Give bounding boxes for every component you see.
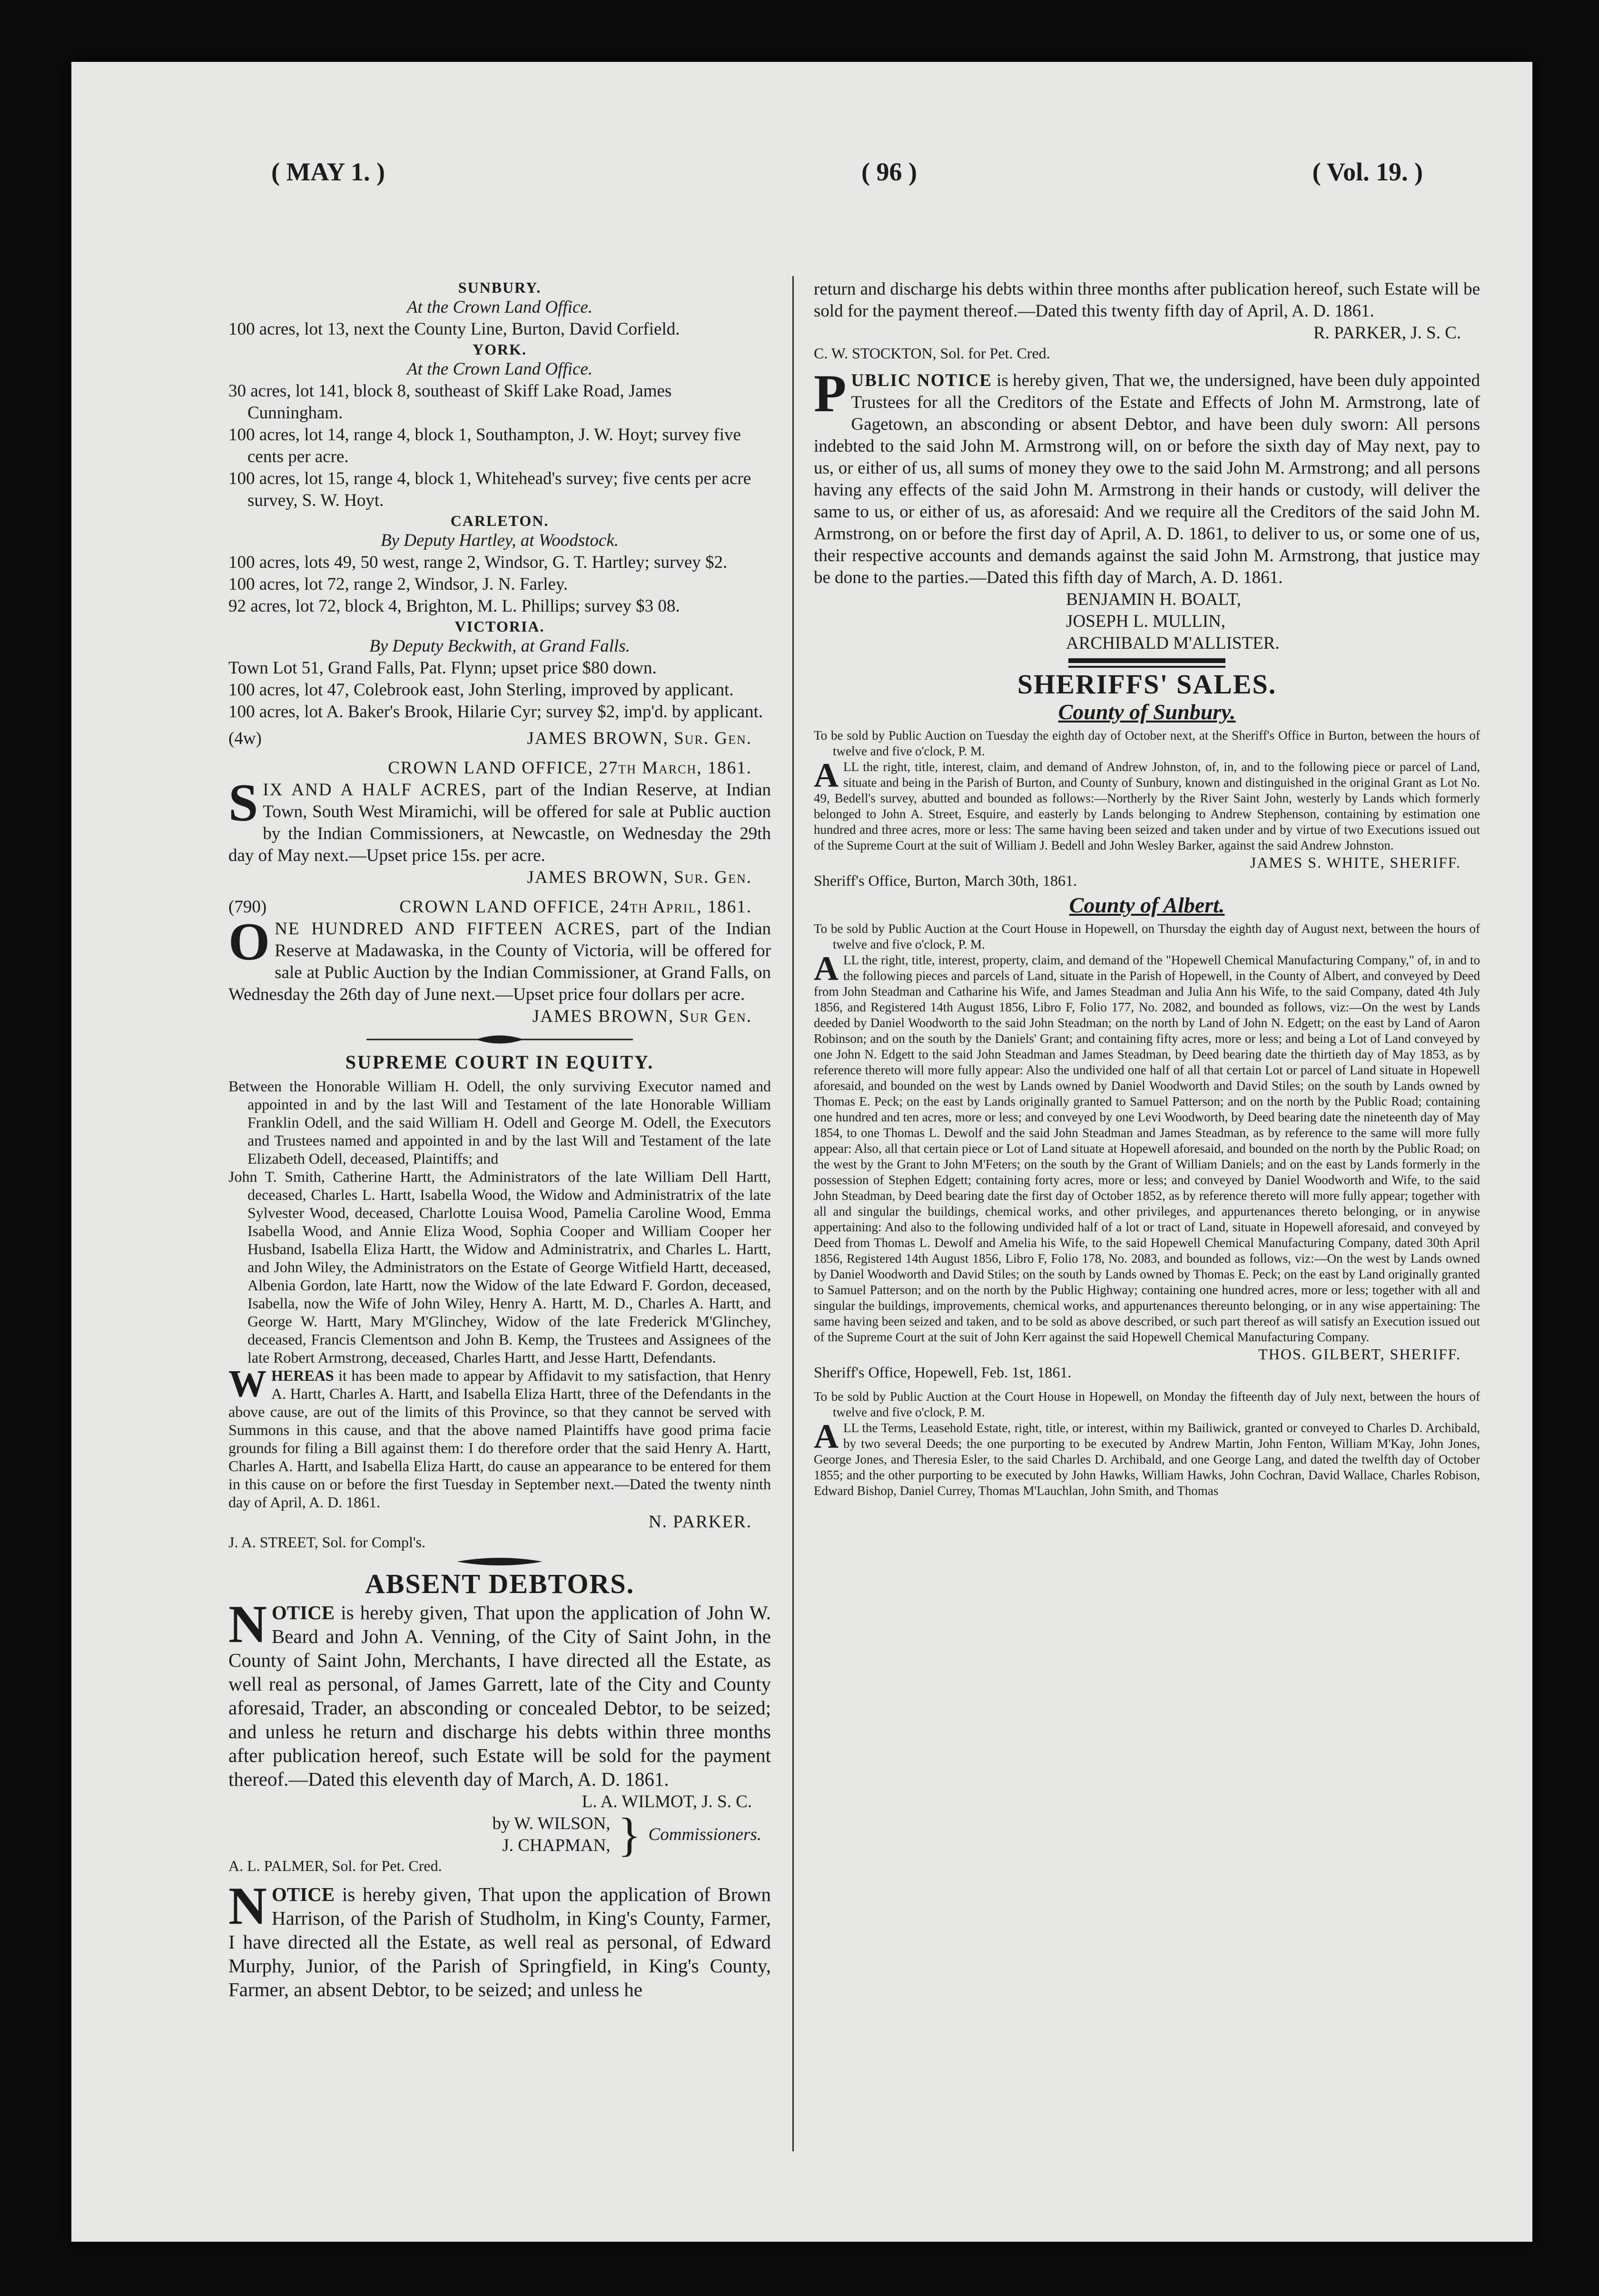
sheriff-signature: THOS. GILBERT, SHERIFF. [1258, 1346, 1461, 1363]
notice-continuation: return and discharge his debts within three months after publication hereof, such Estate will be sold for the payment thereof.—Dated this twenty fifth day of April, A. D. 1861. [814, 279, 1480, 321]
county-heading-albert: County of Albert. [1069, 893, 1225, 917]
commissioners-block [228, 1808, 771, 1861]
county-heading-sunbury: SUNBURY. [458, 279, 542, 296]
commissioner-name: by W. WILSON, [492, 1814, 611, 1833]
sheriff-signature: JAMES S. WHITE, SHERIFF. [1250, 854, 1461, 871]
sale-intro: To be sold by Public Auction on Tuesday the eighth day of October next, at the Sheriff's Office in Burton, between the hours of twelve and five o'clock, P. M. [814, 728, 1480, 758]
trustee-name: JOSEPH L. MULLIN, [1066, 612, 1226, 631]
right-column [814, 278, 1480, 1499]
dateline-row [228, 896, 771, 918]
county-heading-york: YORK. [473, 341, 527, 358]
county-heading-carleton: CARLETON. [450, 512, 549, 529]
lot-line: 100 acres, lots 49, 50 west, range 2, Windsor, G. T. Hartley; survey $2. [228, 553, 728, 572]
lot-line: 30 acres, lot 141, block 8, southeast of Skiff Lake Road, James Cunningham. [228, 381, 672, 423]
signature: JAMES BROWN, Sur Gen. [532, 1007, 752, 1026]
insertion-mark: (790) [228, 897, 267, 917]
header-volume: ( Vol. 19. ) [1312, 158, 1423, 186]
solicitor-line: A. L. PALMER, Sol. for Pet. Cred. [228, 1857, 442, 1874]
notice-paragraph: ONE HUNDRED AND FIFTEEN ACRES, part of the Indian Reserve at Madawaska, in the County of Victoria, will be offered for sale at Public Auction by the Indian Commissioner, at Grand Falls, on Wednesday the 26th day of June next.—Upset price four dollars per acre. [228, 912, 771, 1004]
parties-defendants: John T. Smith, Catherine Hartt, the Administrators of the late William Dell Hartt, deceased, Charles L. Hartt, Isabella Wood, the Widow and Administratrix of the late Sylvester Wood, deceased, Charlotte Louisa Wood, Pamelia Caroline Wood, Emma Isabella Wood, and Annie Eliza Wood, Sophia Cooper and William Cooper her Husband, Isabella Eliza Hartt, the Widow and Administratrix, and Charles L. Hartt, and John Wiley, the Administrators on the Estate of George Witfield Hartt, deceased, Albenia Gordon, late Hartt, now the Widow of the late Edward F. Gordon, deceased, Isabella, now the Wife of John Wiley, Henry A. Hartt, M. D., Charles A. Hartt, and George W. Hartt, Mary M'Glinchey, Widow of the late Frederick M'Glinchey, deceased, Francis Clementson and John B. Kemp, the Trustees and Assignees of the late Robert Armstrong, deceased, Charles Hartt, and Jesse Hartt, Defendants. [228, 1168, 771, 1366]
sale-paragraph: ALL the right, title, interest, claim, and demand of Andrew Johnston, of, in, and to the following piece or parcel of Land, situate and being in the Parish of Burton, and County of Sunbury, known and distinguished in the original Grant as Lot No. 49, Bedell's survey, abutted and bounded as follows:—Northerly by the River Saint John, westerly by Lands which formerly belonged to John A. Street, Esquire, and easterly by Lands belonging to Andrew Stephenson, containing by estimation one hundred and three acres, more or less: The same having been seized and taken under and by virtue of two Executions issued out of the Supreme Court at the suit of William J. Bedell and John Wesley Barker, against the said Andrew Johnston. [814, 756, 1480, 852]
header-page-number: ( 96 ) [861, 158, 917, 186]
column-divider [792, 276, 794, 2151]
lot-line: Town Lot 51, Grand Falls, Pat. Flynn; upset price $80 down. [228, 658, 657, 678]
insertion-mark: (4w) [228, 729, 262, 748]
lot-line: 100 acres, lot 47, Colebrook east, John Sterling, improved by applicant. [228, 680, 734, 700]
ornament [457, 1556, 543, 1567]
drop-cap: S [228, 773, 258, 832]
drop-cap: A [814, 1417, 839, 1455]
solicitor-line: C. W. STOCKTON, Sol. for Pet. Cred. [814, 345, 1050, 362]
section-rule [1068, 666, 1225, 668]
lot-line: 100 acres, lot 15, range 4, block 1, Whitehead's survey; five cents per acre survey, S. W. Hoyt. [228, 469, 751, 510]
office-york: At the Crown Land Office. [406, 359, 593, 379]
sheriff-office-line: Sheriff's Office, Hopewell, Feb. 1st, 1861. [814, 1364, 1072, 1381]
sale-paragraph: ALL the Terms, Leasehold Estate, right, title, or interest, within my Bailiwick, granted or conveyed to Charles D. Archibald, by two several Deeds; the one purporting to be executed by Andrew Martin, John Fenton, William M'Kay, John Jones, George Jones, and Theresia Esler, to the said Charles D. Archibald, and one George Lang, and dated the twelfth day of October 1855; and the other purporting to be executed by John Hawks, William Hawks, John Cochran, David Wallace, Charles Robison, Edward Bishop, Daniel Currey, Thomas M'Lauchlan, John Smith, and Thomas [814, 1417, 1480, 1498]
lot-line: 92 acres, lot 72, block 4, Brighton, M. L. Phillips; survey $3 08. [228, 596, 680, 616]
lot-line: 100 acres, lot 72, range 2, Windsor, J. N. Farley. [228, 574, 568, 594]
office-carleton: By Deputy Hartley, at Woodstock. [380, 531, 619, 550]
signature-row [228, 728, 771, 750]
drop-cap: A [814, 950, 839, 988]
sheriff-office-line: Sheriff's Office, Burton, March 30th, 1861. [814, 872, 1077, 889]
newspaper-page [71, 62, 1532, 2242]
office-victoria: By Deputy Beckwith, at Grand Falls. [369, 636, 630, 656]
notice-paragraph: NOTICE is hereby given, That upon the application of John W. Beard and John A. Venning, of the City of Saint John, in the County of Saint John, Merchants, I have directed all the Estate, as well real as personal, of James Garrett, late of the City and County aforesaid, Trader, an absconding or concealed Debtor, to be seized; and unless he return and discharge his debts within three months after publication hereof, such Estate will be sold for the payment thereof.—Dated this eleventh day of March, A. D. 1861. [228, 1595, 771, 1790]
parties-plaintiffs: Between the Honorable William H. Odell, the only surviving Executor named and appointed in and by the last Will and Testament of the late Honorable William Franklin Odell, and the said William H. Odell and George M. Odell, the Executors and Trustees named and appointed in and by the last Will and Testament of the late Elizabeth Odell, deceased, Plaintiffs; and [228, 1078, 771, 1167]
notice-paragraph: NOTICE is hereby given, That upon the application of Brown Harrison, of the Parish of Studholm, in King's County, Farmer, I have directed all the Estate, as well real as personal, of Edward Murphy, Junior, of the Parish of Springfield, in King's County, Farmer, an absent Debtor, to be seized; and unless he [228, 1877, 771, 2000]
signature: JAMES BROWN, Sur. Gen. [527, 868, 752, 887]
ornament-rule [366, 1032, 633, 1047]
notice-paragraph: SIX AND A HALF ACRES, part of the Indian Reserve, at Indian Town, South West Miramichi, will be offered for sale at Public auction by the Indian Commissioners, at Newcastle, on Wednesday the 29th day of May next.—Upset price 15s. per acre. [228, 773, 771, 865]
dateline: CROWN LAND OFFICE, 24th April, 1861. [399, 897, 752, 917]
county-heading-sunbury: County of Sunbury. [1058, 700, 1236, 724]
lot-line: 100 acres, lot 13, next the County Line, Burton, David Corfield. [228, 319, 680, 339]
judge-signature: L. A. WILMOT, J. S. C. [582, 1792, 752, 1811]
drop-cap: A [814, 756, 839, 794]
solicitor-line: J. A. STREET, Sol. for Compl's. [228, 1534, 426, 1551]
dateline: CROWN LAND OFFICE, 27th March, 1861. [388, 758, 752, 778]
county-heading-victoria: VICTORIA. [454, 618, 545, 635]
signature: JAMES BROWN, Sur. Gen. [527, 729, 752, 748]
section-title-sheriffs-sales: SHERIFFS' SALES. [1017, 669, 1277, 700]
left-column [228, 278, 771, 2001]
drop-cap: W [228, 1363, 266, 1405]
brace-glyph: } [618, 1808, 641, 1861]
notice-paragraph: PUBLIC NOTICE is hereby given, That we, the undersigned, have been duly appointed Trustees for all the Creditors of the Estate and Effects of John M. Armstrong, late of Gagetown, an absconding or absent Debtor, and have been duly sworn: All persons indebted to the said John M. Armstrong will, on or before the sixth day of May next, pay to us, or either of us, all sums of money they owe to the said John M. Armstrong; and all persons having any effects of the said John M. Armstrong in their hands or custody, will deliver the same to us, or either of us, as aforesaid: And we require all the Creditors of the said John M. Armstrong, on or before the first day of April, A. D. 1861, to deliver to us, or some one of us, their respective accounts and demands against the said John M. Armstrong, that justice may be done to the parties.—Dated this fifth day of March, A. D. 1861. [814, 364, 1480, 587]
sale-intro: To be sold by Public Auction at the Court House in Hopewell, on Monday the fifteenth day of July next, between the hours of twelve and five o'clock, P. M. [814, 1389, 1480, 1419]
section-rule [1068, 658, 1225, 663]
sale-intro: To be sold by Public Auction at the Court House in Hopewell, on Thursday the eighth day of August next, between the hours of twelve and five o'clock, P. M. [814, 921, 1480, 951]
drop-cap: N [228, 1877, 267, 1936]
commissioner-name: J. CHAPMAN, [502, 1836, 611, 1855]
section-title-absent-debtors: ABSENT DEBTORS. [365, 1568, 635, 1599]
trustee-name: BENJAMIN H. BOALT, [1066, 590, 1241, 609]
section-title-equity: SUPREME COURT IN EQUITY. [345, 1051, 654, 1073]
judge-signature: R. PARKER, J. S. C. [1313, 323, 1461, 343]
notice-paragraph: WHEREAS it has been made to appear by Affidavit to my satisfaction, that Henry A. Hartt, Charles A. Hartt, and Isabella Eliza Hartt, three of the Defendants in the above cause, are out of the limits of this Province, so that they cannot be served with Summons in this cause, and that the above named Plaintiffs have good prima facie grounds for filing a Bill against them: I do therefore order that the said Henry A. Hartt, Charles A. Hartt, and Isabella Eliza Hartt, do cause an appearance to be entered for them in this cause on or before the first Tuesday in September next.—Dated the twenty ninth day of April, A. D. 1861. [228, 1363, 771, 1511]
page-header [271, 157, 1423, 214]
commissioners-label: Commissioners. [648, 1825, 761, 1844]
trustees-signatures [814, 589, 1480, 654]
office-sunbury: At the Crown Land Office. [406, 297, 593, 317]
header-date: ( MAY 1. ) [271, 158, 385, 186]
lot-line: 100 acres, lot A. Baker's Brook, Hilarie Cyr; survey $2, imp'd. by applicant. [228, 702, 763, 722]
drop-cap: N [228, 1595, 267, 1654]
sale-paragraph: ALL the right, title, interest, property, claim, and demand of the "Hopewell Chemical Manufacturing Company," of, in and to the following pieces and parcels of Land, situate in the Parish of Hopewell, in the County of Albert, and conveyed by Deed from John Steadman and Catharine his Wife, and James Steadman and Julia Ann his Wife, to the said Company, dated 4th July 1856, and Registered 14th August 1856, Libro F, Folio 177, No. 2082, and bounded as follows, viz:—On the west by Lands deeded by Daniel Woodworth to the said John Steadman; on the north by Land of John N. Edgett; on the east by Land of Aaron Robinson; and on the south by the Daniels' Grant; and containing fifty acres, more or less; and being a Lot of Land conveyed by one John N. Edgett to the said John Steadman and James Steadman, by Deed bearing date the thirtieth day of May 1853, as by reference thereto will more fully appear: Also the undivided one half of all that certain Lot or parcel of Land situate in Hopewell aforesaid, and bounded on the west by Lands owned by Daniel Woodworth and David Stiles; on the south by Lands owned by Thomas E. Peck; on the east by Lands originally granted to Samuel Patterson; and on the north by the Public Road; containing one hundred and ten acres, more or less; and conveyed by one Levi Woodworth, by Deed bearing date the nineteenth day of May 1854, to one Thomas L. Dewolf and the said John Steadman and James Steadman, as by reference to the same will more fully appear: Also, all that certain piece or Lot of Land situate at Hopewell aforesaid, and bounded on the north by the Public Road; on the west by the Grant to John M'Feters; on the south by the Grant of William Daniels; and on the east by Lands formerly in the possession of Stephen Edgett; containing forty acres, more or less; and conveyed by Daniel Woodworth and Wife, to the said John Steadman, by Deed bearing date the first day of October 1852, as by reference thereto will more fully appear; together with all and singular the buildings, chemical works, and other privileges, and appurtenances thereto belonging, or in anywise appertaining: And also to the following undivided half of a lot or tract of Land, situate in Hopewell aforesaid, and conveyed by Deed from Thomas L. Dewolf and Amelia his Wife, to the said Hopewell Chemical Manufacturing Company, dated 30th April 1856, Registered 14th August 1856, Libro F, Folio 178, No. 2083, and bounded as follows, viz:—On the west by Lands owned by Daniel Woodworth and David Stiles; on the south by Lands owned by Thomas E. Peck; on the east by Land originally granted to Samuel Patterson; and on the north by the Public Highway; containing one hundred acres, more or less; together with all and singular the buildings, improvements, chemical works, and appurtenances thereunto belonging, or in any wise appertaining: The same having been seized and taken, and to be sold as above described, or such part thereof as will satisfy an Execution issued out of the Supreme Court at the suit of John Kerr against the said Hopewell Chemical Manufacturing Company. [814, 950, 1480, 1344]
drop-cap: P [814, 364, 847, 423]
trustee-name: ARCHIBALD M'ALLISTER. [1066, 633, 1280, 653]
drop-cap: O [228, 912, 270, 971]
lot-line: 100 acres, lot 14, range 4, block 1, Southampton, J. W. Hoyt; survey five cents per acre. [228, 425, 741, 466]
signature: N. PARKER. [648, 1512, 752, 1532]
